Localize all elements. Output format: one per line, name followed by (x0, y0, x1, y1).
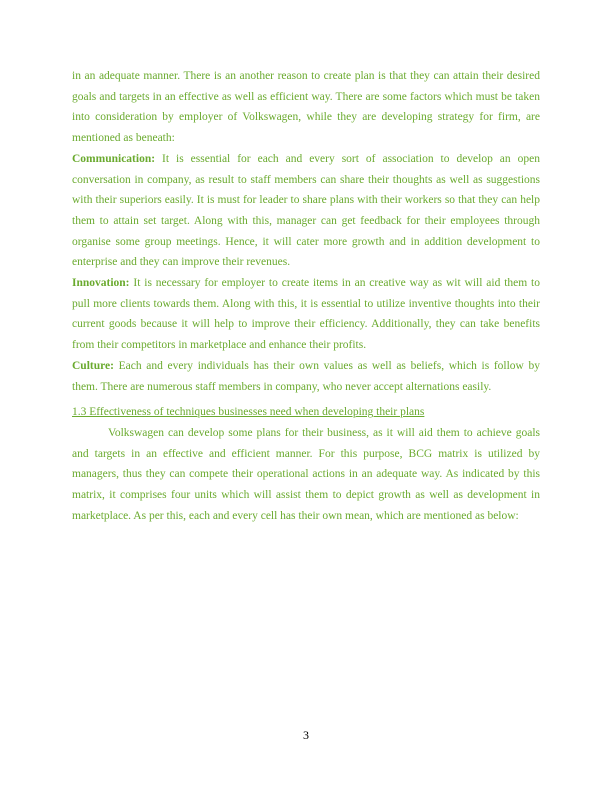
culture-paragraph (72, 356, 540, 397)
intro-paragraph: in an adequate manner. There is an another reason to create plan is that they can attain their desired goals and targets in an effective as well as efficient way. There are some factors which must be taken into consideration by employer of Volkswagen, while they are developing strategy for firm, are mentioned as beneath: (72, 70, 540, 145)
innovation-paragraph (72, 273, 540, 356)
communication-paragraph (72, 149, 540, 273)
innovation-term: Innovation: (72, 277, 130, 290)
document-page (72, 66, 540, 526)
section-heading: 1.3 Effectiveness of techniques businesses need when developing their plans (72, 406, 425, 419)
culture-text: Each and every individuals has their own values as well as beliefs, which is follow by them. There are numerous staff members in company, who never accept alternations easily. (72, 359, 540, 393)
culture-term: Culture: (72, 359, 114, 372)
communication-term: Communication: (72, 152, 156, 165)
communication-text: It is essential for each and every sort of association to develop an open conversation in company, as result to staff members can share their thoughts as well as suggestions with their superiors easily. It is must for leader to share plans with their workers so that they can help them to attain set target. Along with this, manager can get feedback for their employees through organise some group meetings. Hence, it will cater more growth and in addition development to enterprise and they can improve their revenues. (72, 152, 540, 269)
page-number: 3 (303, 728, 309, 742)
section-body-paragraph: Volkswagen can develop some plans for their business, as it will aid them to achieve goals and targets in an effective and efficient manner. For this purpose, BCG matrix is utilized by managers, thus they can compete their operational actions in an adequate way. As indicated by this matrix, it comprises four units which will assist them to depict growth as well as development in marketplace. As per this, each and every cell has their own mean, which are mentioned as below: (72, 426, 540, 522)
innovation-text: It is necessary for employer to create items in an creative way as wit will aid them to pull more clients towards them. Along with this, it is essential to utilize inventive thoughts into their current goods because it will help to improve their efficiency. Additionally, they can take benefits from their competitors in marketplace and enhance their profits. (72, 277, 540, 352)
